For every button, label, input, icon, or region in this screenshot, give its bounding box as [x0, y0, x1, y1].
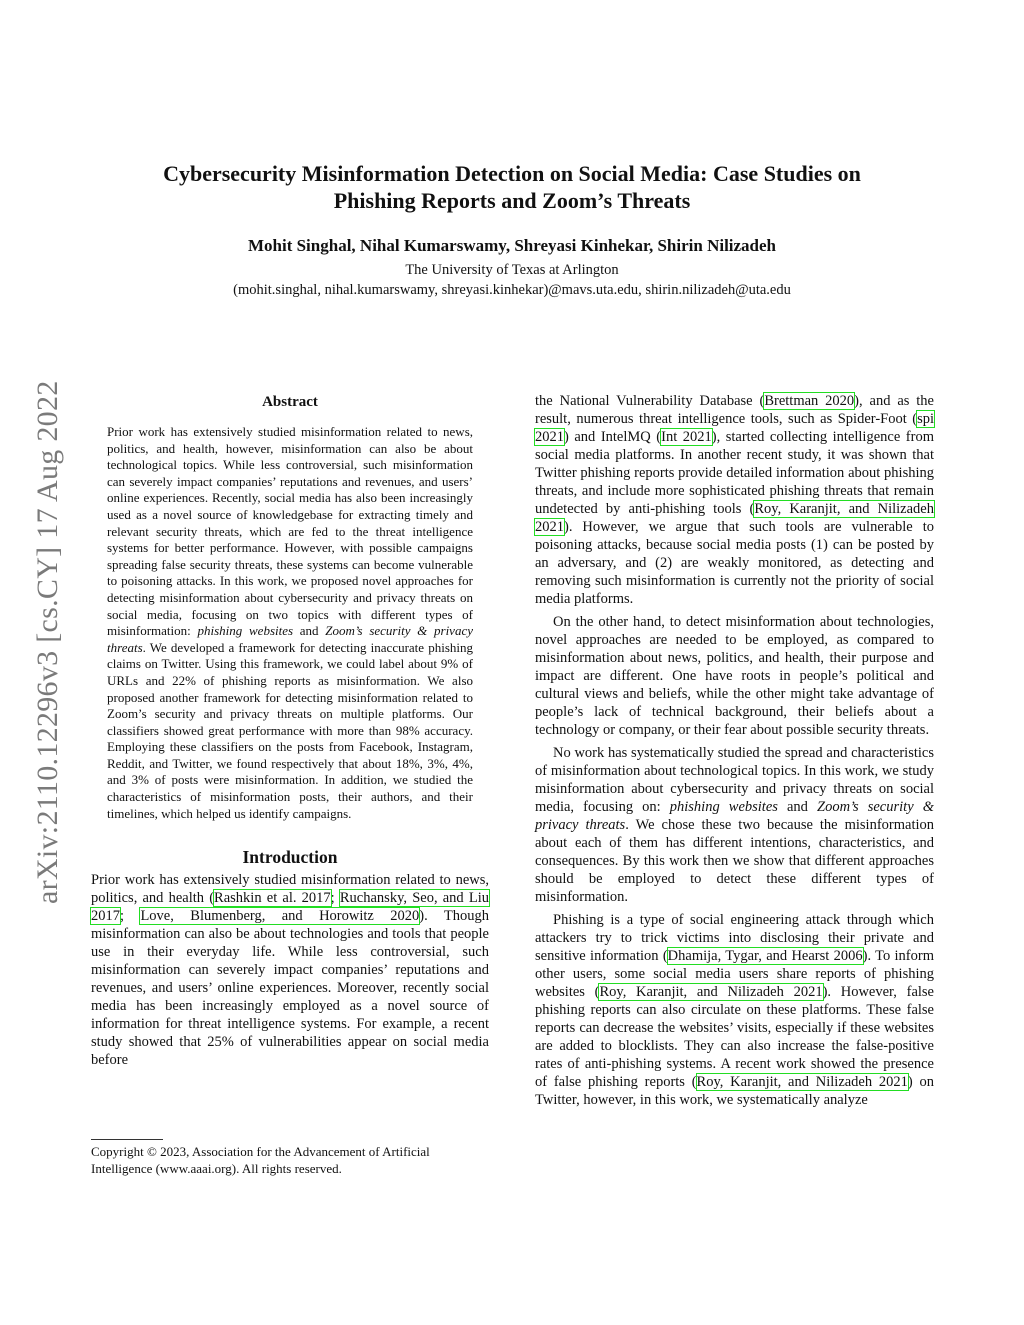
intro-paragraph-4: No work has systematically studied the spread and characteristics of misinformation about technological topics. In this work, we study misinformation about cybersecurity and privacy threats on social media, focusing on: phishing websites and Zoom’s security & privacy threats. We chose these two because the misinformation about each of them has different intentions, characteristics, and consequences. By this work then we show that different approaches should be employed to detect these different types of misinformation. [535, 745, 934, 905]
citation-link[interactable]: Roy, Karanjit, and Nilizadeh 2021 [696, 1074, 908, 1090]
citation-link[interactable]: Rashkin et al. 2017 [214, 890, 331, 907]
right-column [535, 392, 934, 1109]
intro-paragraph-3: On the other hand, to detect misinformation about technologies, novel approaches are needed to be employed, as compared to misinformation about news, politics, and health, their purpose and impact are different. One have roots in people’s political and cultural views and beliefs, while the other might take advantage of people’s lack of technical background, their beliefs about a technology or company, or their fear about possible security threats. [535, 614, 934, 738]
intro-paragraph-5: Phishing is a type of social engineering attack through which attackers try to trick victims into disclosing their private and sensitive information (Dhamija, Tygar, and Hearst 2006). To inform other users, some social media users share reports of phishing websites (Roy, Karanjit, and Nilizadeh 2021). However, false phishing reports can also circulate on these platforms. These false reports can decrease the websites’ visits, especially if these websites are added to blocklists. They can also increase the false-positive rates of anti-phishing systems. A recent work showed the presence of false phishing reports (Roy, Karanjit, and Nilizadeh 2021) on Twitter, however, in this work, we systematically analyze [535, 912, 934, 1108]
title-line-2: Phishing Reports and Zoom’s Threats [333, 188, 691, 213]
copyright-footnote: Copyright © 2023, Association for the Advancement of Artificial Intelligence (www.aaai.org). All rights reserved. [91, 1144, 430, 1176]
abstract-text: Prior work has extensively studied misinformation related to news, politics, and health, however, misinformation can also be about technological topics. While less controversial, such misinformation can severely impact companies’ reputations and revenues, and users’ online experiences. Recently, social media has also been increasingly used as a novel source of knowledgebase for extracting timely and relevant security threats, which are fed to the threat intelligence systems for better performance. However, with possible campaigns spreading false security threats, these systems can become vulnerable to poisoning attacks. In this work, we proposed novel approaches for detecting misinformation about cybersecurity and privacy threats on social media, focusing on two topics with different types of misinformation: phishing websites and Zoom’s security & privacy threats. We developed a framework for detecting inaccurate phishing claims on Twitter. Using this framework, we could label about 9% of URLs and 22% of phishing reports as misinformation. We also proposed another framework for detecting misinformation related to Zoom’s security and privacy threats on multiple platforms. Our classifiers showed great performance with more than 98% accuracy. Employing these classifiers on the posts from Facebook, Instagram, Reddit, and Twitter, we found respectively that about 18%, 3%, 4%, and 3% of posts were misinformation. In addition, we studied the characteristics of misinformation posts, their authors, and their timelines, which helped us identify campaigns. [107, 424, 473, 821]
arxiv-stamp: arXiv:2110.12296v3 [cs.CY] 17 Aug 2022 [31, 380, 64, 905]
citation-link[interactable]: spi 2021 [535, 411, 934, 445]
citation-link[interactable]: Roy, Karanjit, and Nilizadeh 2021 [535, 501, 934, 535]
intro-paragraph-2: the National Vulnerability Database (Brettman 2020), and as the result, numerous threat intelligence tools, such as Spider-Foot (spi 2021) and IntelMQ (Int 2021), started collecting intelligence from social media platforms. In another recent study, it was shown that Twitter phishing reports provide detailed information about phishing threats, and include more sophisticated phishing threats that remain undetected by anti-phishing tools (Roy, Karanjit, and Nilizadeh 2021). However, we argue that such tools are vulnerable to poisoning attacks, because social media posts (1) can be posted by an adversary, and (2) are weakly monitored, as detecting and removing such misinformation is currently not the priority of social media platforms. [535, 393, 934, 607]
footnote-rule [91, 1139, 163, 1140]
introduction-heading: Introduction [242, 847, 338, 868]
paper-title [0, 160, 1024, 214]
author-emails: (mohit.singhal, nihal.kumarswamy, shreyasi.kinhekar)@mavs.uta.edu, shirin.nilizadeh@uta.edu [233, 282, 791, 298]
citation-link[interactable]: Love, Blumenberg, and Horowitz 2020 [140, 908, 420, 925]
abstract-heading: Abstract [262, 394, 318, 410]
author-list: Mohit Singhal, Nihal Kumarswamy, Shreyasi Kinhekar, Shirin Nilizadeh [247, 236, 777, 255]
citation-link[interactable]: Brettman 2020 [764, 393, 855, 409]
citation-link[interactable]: Dhamija, Tygar, and Hearst 2006 [667, 948, 863, 964]
citation-link[interactable]: Int 2021 [661, 429, 712, 445]
affiliation: The University of Texas at Arlington [405, 262, 619, 278]
intro-paragraph-1: Prior work has extensively studied misinformation related to news, politics, and health (Rashkin et al. 2017; Ruchansky, Seo, and Liu 2017; Love, Blumenberg, and Horowitz 2020). Though misinformation can also be about technologies and tools that people use in their everyday life. While less controversial, such misinformation can severely impact companies’ reputations and revenues, and users’ online experiences. Moreover, recently social media has been increasingly employed as a novel source of information for threat intelligence systems. For example, a recent study showed that 25% of vulnerabilities appear on social media before [91, 872, 489, 1069]
citation-link[interactable]: Roy, Karanjit, and Nilizadeh 2021 [599, 984, 823, 1000]
citation-link[interactable]: Ruchansky, Seo, and Liu 2017 [91, 890, 489, 925]
title-line-1: Cybersecurity Misinformation Detection on Social Media: Case Studies on [163, 161, 861, 186]
left-column [91, 392, 489, 1069]
